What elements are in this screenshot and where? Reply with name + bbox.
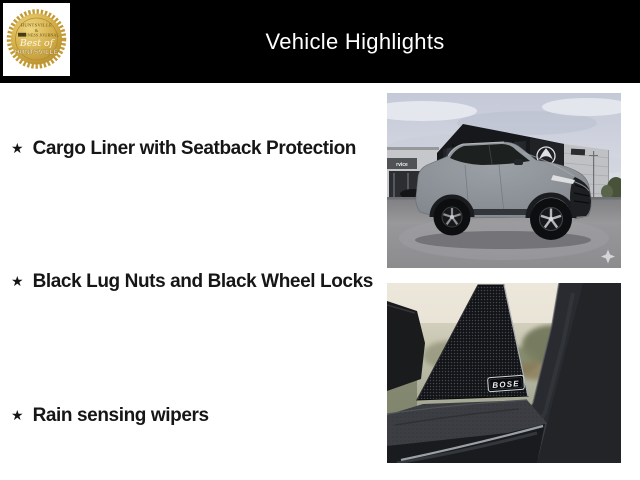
rear-wheel — [434, 199, 471, 236]
vehicle-exterior-photo — [387, 93, 621, 268]
highlight-text: Cargo Liner with Seatback Protection — [32, 138, 357, 159]
highlight-text: Rain sensing wipers — [32, 405, 209, 426]
dashboard — [387, 400, 547, 463]
seal-line3: BUSINESS JOURNAL — [17, 32, 60, 38]
side-mirror — [514, 159, 523, 165]
huntsville-award-seal-icon — [6, 6, 67, 73]
seal-line1: HUNTSVILLE — [20, 22, 53, 28]
list-item — [11, 138, 356, 160]
service-sign-text: rvice — [396, 162, 408, 168]
star-bullet-icon: ★ — [11, 274, 24, 290]
bose-speaker-photo — [387, 283, 621, 463]
list-item — [11, 271, 373, 293]
award-seal-logo — [3, 3, 70, 76]
bose-badge-text: BOSE — [492, 379, 521, 390]
list-item — [11, 405, 209, 427]
vehicle-exterior-illustration — [387, 93, 621, 268]
seal-ampersand: & — [34, 27, 39, 33]
star-bullet-icon: ★ — [11, 408, 24, 424]
highlight-text: Black Lug Nuts and Black Wheel Locks — [32, 271, 373, 292]
front-wheel — [530, 198, 572, 240]
page-title: Vehicle Highlights — [265, 28, 445, 54]
seal-script-text: Best of — [19, 38, 54, 49]
seal-banner-text: HUNTSVILLE — [14, 49, 59, 57]
star-bullet-icon: ★ — [11, 141, 24, 157]
bose-speaker-illustration — [387, 283, 621, 463]
bose-badge — [488, 375, 525, 391]
header-bar — [0, 0, 640, 83]
